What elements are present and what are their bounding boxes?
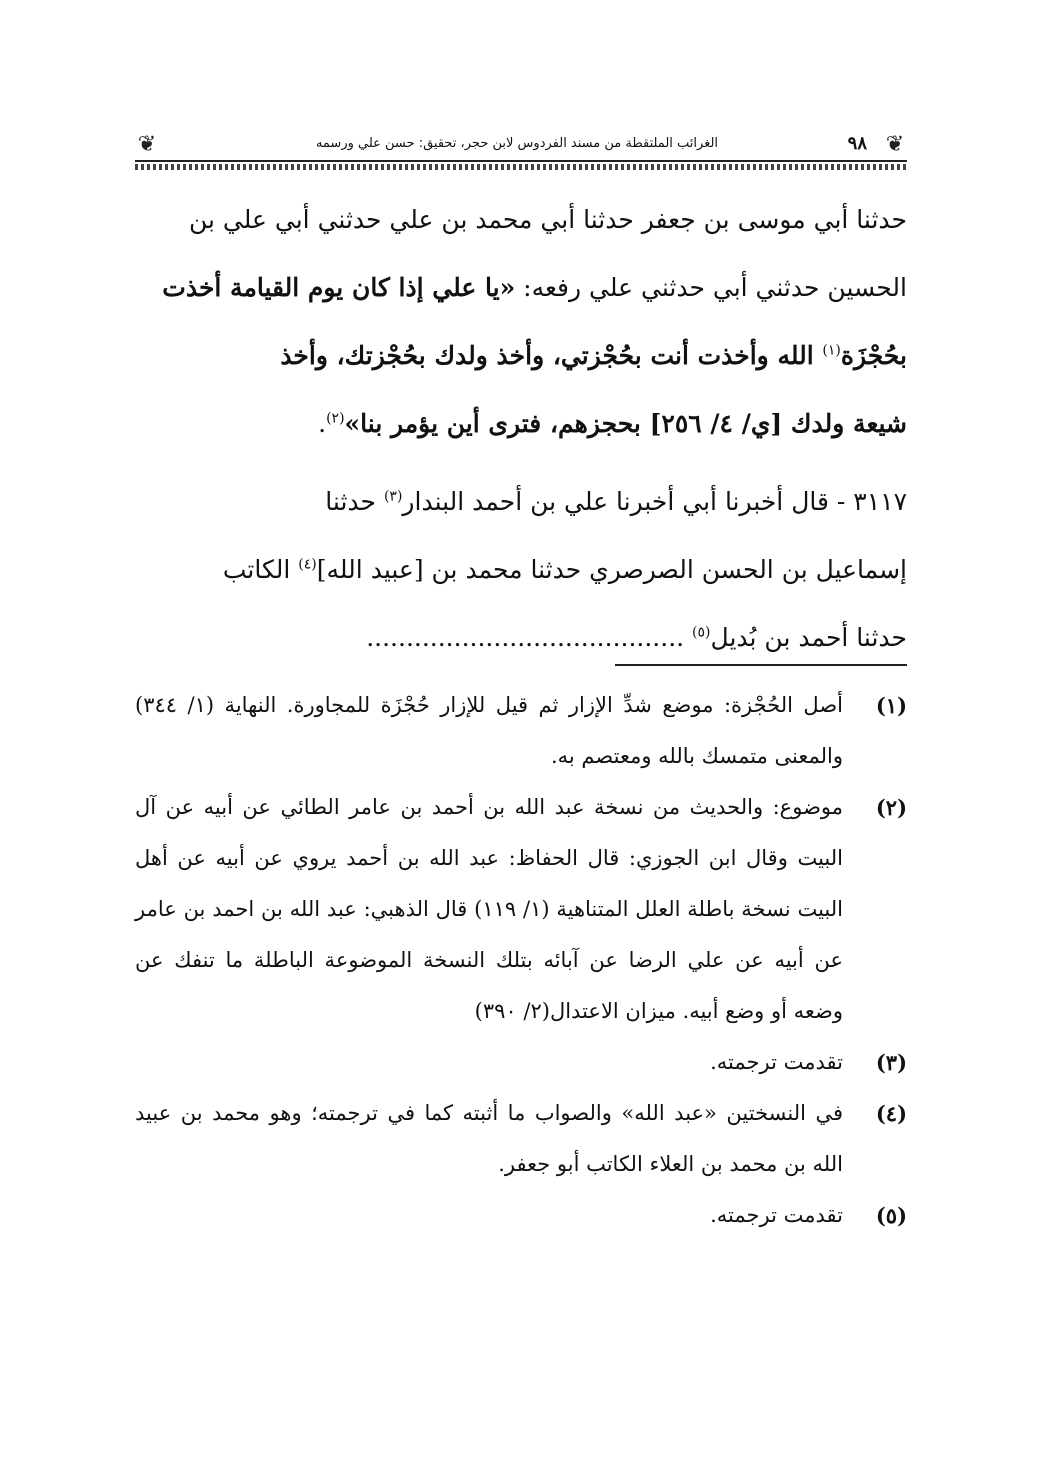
- footnote-text: في النسختين «عبد الله» والصواب ما أثبته كما في ترجمته؛ وهو محمد بن عبيد الله بن محمد بن العلاء الكاتب أبو جعفر.: [135, 1101, 843, 1176]
- footnote-number: (٤): [875, 1101, 907, 1126]
- footnotes: [135, 680, 907, 1241]
- running-title: الغرائب الملتقطة من مسند الفردوس لابن حجر، تحقيق: حسن علي ورسمه: [315, 136, 719, 151]
- footnote-number: (٥): [875, 1203, 907, 1228]
- footnote-ref: (٣): [383, 488, 403, 505]
- footnote-number: (١): [875, 693, 907, 718]
- text-run: حدثنا أبي موسى بن جعفر حدثنا أبي محمد بن علي حدثني أبي علي بن: [188, 205, 907, 234]
- footnote-item: [135, 1190, 907, 1241]
- text-run: حدثنا: [325, 487, 384, 516]
- footnote-item: [135, 1037, 907, 1088]
- text-run: ٣١١٧ - قال أخبرنا أبي أخبرنا علي بن أحمد البندار: [402, 487, 907, 516]
- footnote-ref: (٤): [298, 556, 317, 573]
- footnote-text: تقدمت ترجمته.: [710, 1050, 843, 1074]
- footnote-item: [135, 1088, 907, 1190]
- page-number: ٩٨: [847, 133, 867, 154]
- hadith-text: «يا علي إذا كان يوم القيامة أخذت: [162, 273, 516, 302]
- page-header: [135, 126, 907, 170]
- text-run: الكاتب: [222, 555, 299, 584]
- footnote-ref: (٥): [692, 624, 711, 641]
- footnote-text: موضوع: والحديث من نسخة عبد الله بن أحمد بن عامر الطائي عن أبيه عن آل البيت وقال ابن الجوزي: قال الحفاظ: عبد الله بن أحمد يروي عن أبيه عن أهل البيت نسخة باطلة العلل المتناهية (١/ ١١٩) قال الذهبي: عبد الله بن احمد بن عامر عن أبيه عن علي الرضا عن آبائه بتلك النسخة الموضوعة الباطلة ما تنفك عن وضعه أو وضع أبيه. ميزان الاعتدال(٢/ ٣٩٠): [135, 795, 843, 1023]
- footnote-ref: (٢): [326, 410, 345, 427]
- ornament-left-icon: ❦: [137, 132, 157, 157]
- ellipsis-dots: ........................................: [366, 623, 693, 652]
- text-run: حدثنا أحمد بن بُديل: [710, 623, 907, 652]
- main-line: [135, 390, 907, 458]
- main-line: [135, 186, 907, 254]
- hadith-text: شيعة ولدك [ي/ ٤/ ٢٥٦] بحجزهم، فترى أين يؤمر بنا»: [344, 409, 907, 438]
- footnote-separator: [615, 664, 907, 666]
- footnote-item: [135, 782, 907, 1037]
- main-text: [135, 186, 907, 672]
- main-line: [135, 322, 907, 390]
- hadith-text: بحُجْزَة: [840, 341, 907, 370]
- footnote-number: (٢): [875, 795, 907, 820]
- text-run: الحسين حدثني أبي حدثني علي رفعه:: [515, 273, 907, 302]
- footnote-text: تقدمت ترجمته.: [710, 1203, 843, 1227]
- text-run: إسماعيل بن الحسن الصرصري حدثنا محمد بن [عبيد الله]: [316, 555, 907, 584]
- main-line: [135, 254, 907, 322]
- main-line: [135, 604, 907, 672]
- footnote-text: أصل الحُجْزة: موضع شدِّ الإزار ثم قيل للإزار حُجْزَة للمجاورة. النهاية (١/ ٣٤٤) والمعنى متمسك بالله ومعتصم به.: [135, 693, 843, 768]
- footnote-number: (٣): [875, 1050, 907, 1075]
- main-line: [135, 536, 907, 604]
- text-run: .: [318, 409, 327, 438]
- paragraph-gap: [135, 458, 907, 468]
- hadith-text: الله وأخذت أنت بحُجْزتي، وأخذ ولدك بحُجْزتك، وأخذ: [280, 341, 823, 370]
- ornament-right-icon: ❦: [885, 132, 905, 157]
- footnote-ref: (١): [822, 342, 841, 359]
- header-rule: [135, 160, 907, 162]
- footnote-item: [135, 680, 907, 782]
- header-ornamental-border: [135, 164, 907, 170]
- main-line: [135, 468, 907, 536]
